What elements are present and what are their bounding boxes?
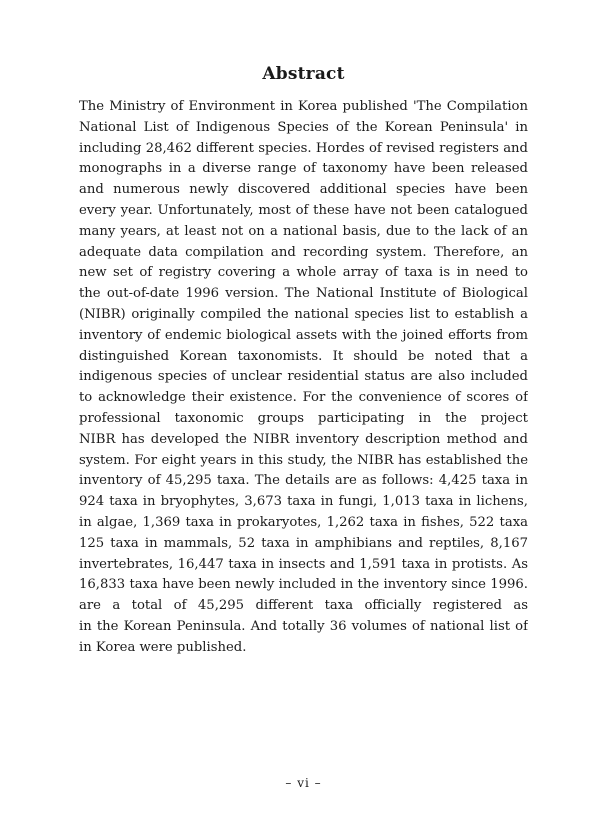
body-text-line [79,243,528,264]
body-text-line [79,97,528,118]
body-text-line-content: 924 taxa in bryophytes, 3,673 taxa in fungi, 1,013 taxa in lichens, [79,494,528,510]
body-text-line [79,139,528,160]
body-text-line [79,492,528,513]
body-text-line-content: The Ministry of Environment in Korea published 'The Compilation [79,99,528,114]
body-text-line-content: and numerous newly discovered additional species have been [79,182,528,198]
body-text-line [79,180,528,201]
body-text-line-content: system. For eight years in this study, the NIBR has established the [79,452,528,468]
body-text-line-content: inventory of endemic biological assets with the joined efforts from [79,327,528,343]
body-text-line-content: National List of Indigenous Species of the Korean Peninsula' in [79,119,528,135]
body-text-line-content: NIBR has developed the NIBR inventory description method and [79,431,528,447]
body-text-line [79,201,528,222]
body-text-line [79,388,528,409]
body-text-line [79,617,528,638]
body-text-line-content: to acknowledge their existence. For the convenience of scores of [79,390,528,406]
body-text-line-content: (NIBR) originally compiled the national species list to establish a [79,306,528,322]
body-text-line [79,367,528,388]
body-text-line-content: 16,833 taxa have been newly included in the inventory since 1996. [79,577,528,593]
body-text-line [79,222,528,243]
body-text-line-content: in Korea were published. [79,639,247,655]
body-text-line-content: in algae, 1,369 taxa in prokaryotes, 1,262 taxa in fishes, 522 taxa [79,514,528,530]
body-text-line-content: many years, at least not on a national basis, due to the lack of an [79,223,528,239]
body-text-line [79,596,528,617]
body-text-line-content: indigenous species of unclear residential status are also included [79,369,528,385]
body-text-line-content: monographs in a diverse range of taxonomy have been released [79,161,528,177]
page-number: – vi – [285,776,322,790]
body-text-line-content: invertebrates, 16,447 taxa in insects and 1,591 taxa in protists. As [79,556,528,572]
body-text-line [79,451,528,472]
body-text-line-content: inventory of 45,295 taxa. The details are as follows: 4,425 taxa in [79,473,528,489]
body-text-line-content: in the Korean Peninsula. And totally 36 volumes of national list of [79,618,528,634]
body-text-line-content: every year. Unfortunately, most of these have not been catalogued [79,202,528,218]
body-text-line [79,409,528,430]
body-text-line [79,159,528,180]
body-text-line-content: adequate data compilation and recording system. Therefore, an [79,244,528,260]
body-text-line [79,118,528,139]
body-text-line [79,284,528,305]
body-text-line-content: professional taxonomic groups participating in the project [79,410,528,426]
body-text-line-content: new set of registry covering a whole array of taxa is in need to [79,265,528,281]
body-text-line [79,347,528,368]
body-text-line-content: the out-of-date 1996 version. The National Institute of Biological [79,286,528,302]
body-text-line-content: 125 taxa in mammals, 52 taxa in amphibians and reptiles, 8,167 [79,535,528,551]
body-text-line-content: distinguished Korean taxonomists. It should be noted that a [79,348,528,364]
body-text-line [79,326,528,347]
body-text-line [79,263,528,284]
body-text-line [79,638,528,659]
body-text-line-content: are a total of 45,295 different taxa officially registered as [79,598,528,614]
body-text-line [79,534,528,555]
body-text-line [79,555,528,576]
page-title: Abstract [262,64,345,84]
body-text-line [79,575,528,596]
body-text-line-content: including 28,462 different species. Hordes of revised registers and [79,140,528,156]
body-text-line [79,430,528,451]
body-text-line [79,305,528,326]
abstract-body [79,97,528,659]
body-text-line [79,471,528,492]
body-text-line [79,513,528,534]
